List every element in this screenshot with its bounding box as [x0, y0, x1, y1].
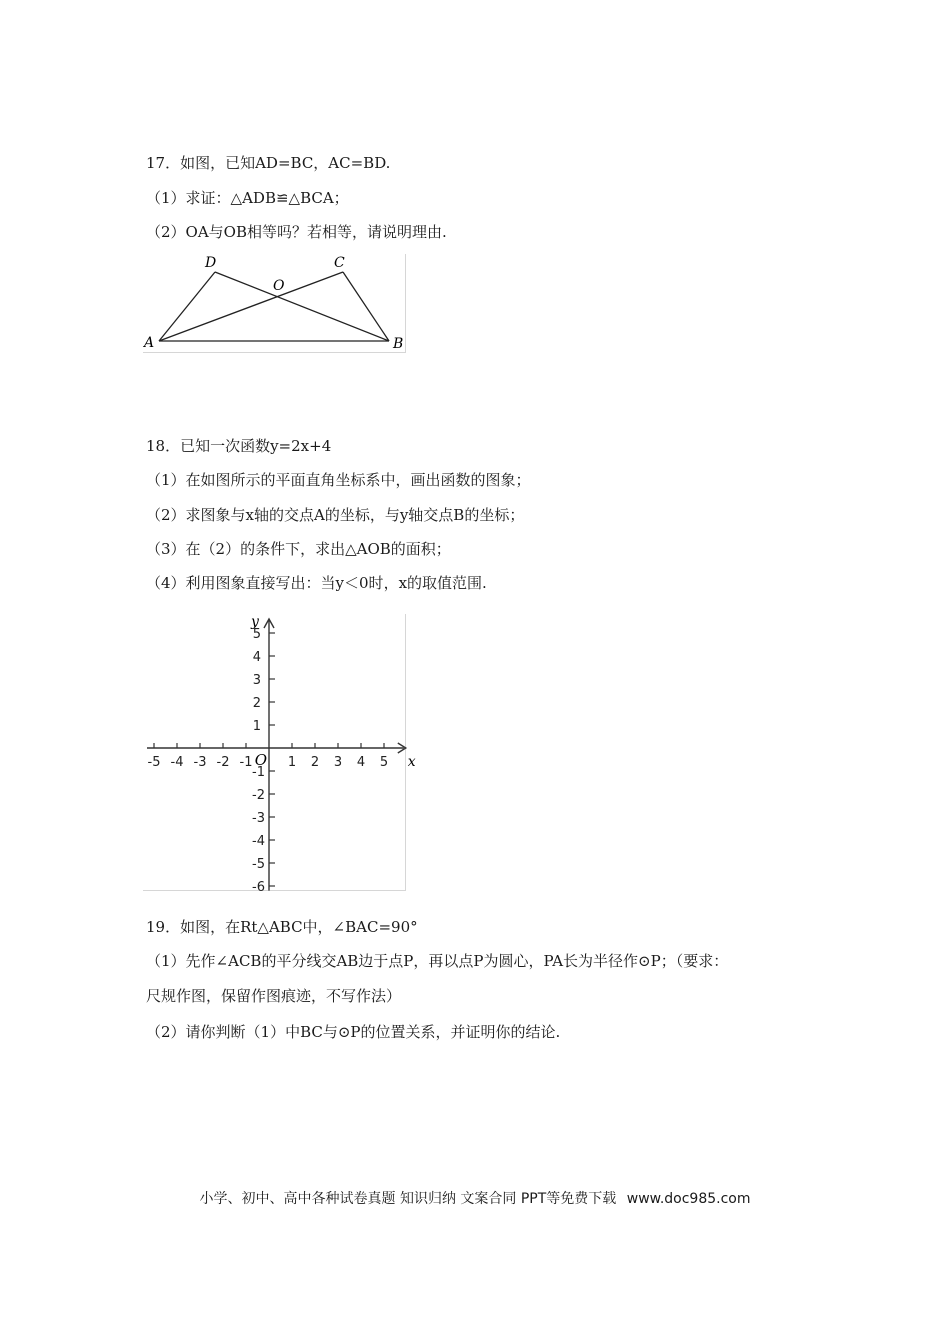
x-tick-label: 5 [379, 755, 389, 770]
label-c: C [334, 255, 345, 271]
q19-part2: （2）请你判断（1）中BC与⊙P的位置关系，并证明你的结论. [146, 1023, 561, 1041]
q18-part3: （3）在（2）的条件下，求出△AOB的面积； [146, 540, 451, 558]
page-footer [0, 1188, 950, 1208]
q18-title: 18．已知一次函数y=2x+4 [146, 437, 332, 455]
y-tick-label: -5 [252, 857, 265, 872]
segment-bc [343, 272, 389, 341]
label-d: D [205, 255, 217, 271]
x-tick-label: -5 [147, 755, 161, 770]
label-a: A [144, 335, 155, 351]
q17-figure [143, 254, 406, 353]
y-tick-label: 2 [252, 696, 261, 711]
x-tick-label: 1 [287, 755, 297, 770]
y-tick-label: -3 [252, 811, 265, 826]
y-tick-label: 4 [252, 650, 261, 665]
footer-url[interactable]: www.doc985.com [626, 1191, 751, 1207]
q18-coordinate-grid [143, 614, 416, 895]
x-tick-label: 4 [356, 755, 366, 770]
x-axis-label: x [407, 754, 416, 770]
origin-label: O [254, 751, 267, 769]
y-tick-label: -2 [252, 788, 265, 803]
y-tick-label: -4 [252, 834, 265, 849]
x-tick-label: 2 [310, 755, 320, 770]
q18-part1: （1）在如图所示的平面直角坐标系中，画出函数的图象； [146, 471, 531, 489]
q19-title: 19．如图，在Rt△ABC中，∠BAC=90° [146, 918, 418, 936]
x-tick-label: -2 [216, 755, 230, 770]
y-tick-label: -6 [252, 880, 265, 895]
label-o: O [273, 278, 285, 294]
y-tick-label: 5 [252, 627, 261, 642]
q17-title: 17．如图，已知AD=BC，AC=BD. [146, 154, 391, 172]
q18-part4: （4）利用图象直接写出：当y＜0时，x的取值范围. [146, 574, 487, 592]
x-tick-label: -4 [170, 755, 184, 770]
q17-part2: （2）OA与OB相等吗？若相等，请说明理由. [146, 223, 447, 241]
footer-text: 小学、初中、高中各种试卷真题 知识归纳 文案合同 PPT等免费下载 [199, 1191, 617, 1207]
q18-part2: （2）求图象与x轴的交点A的坐标，与y轴交点B的坐标； [146, 506, 525, 524]
y-tick-label: -1 [252, 765, 265, 780]
y-axis-label: y [251, 614, 259, 630]
q19-part1-line2: 尺规作图，保留作图痕迹，不写作法） [146, 987, 402, 1005]
x-tick-label: 3 [333, 755, 343, 770]
x-tick-label: -1 [239, 755, 253, 770]
q17-part1: （1）求证：△ADB≌△BCA； [146, 189, 349, 207]
q19-part1-line1: （1）先作∠ACB的平分线交AB边于点P，再以点P为圆心，PA长为半径作⊙P；（要求： [146, 952, 729, 970]
segment-bd [215, 272, 389, 341]
y-tick-label: 1 [252, 719, 261, 734]
x-tick-label: -3 [193, 755, 207, 770]
y-tick-label: 3 [252, 673, 261, 688]
label-b: B [393, 336, 404, 352]
